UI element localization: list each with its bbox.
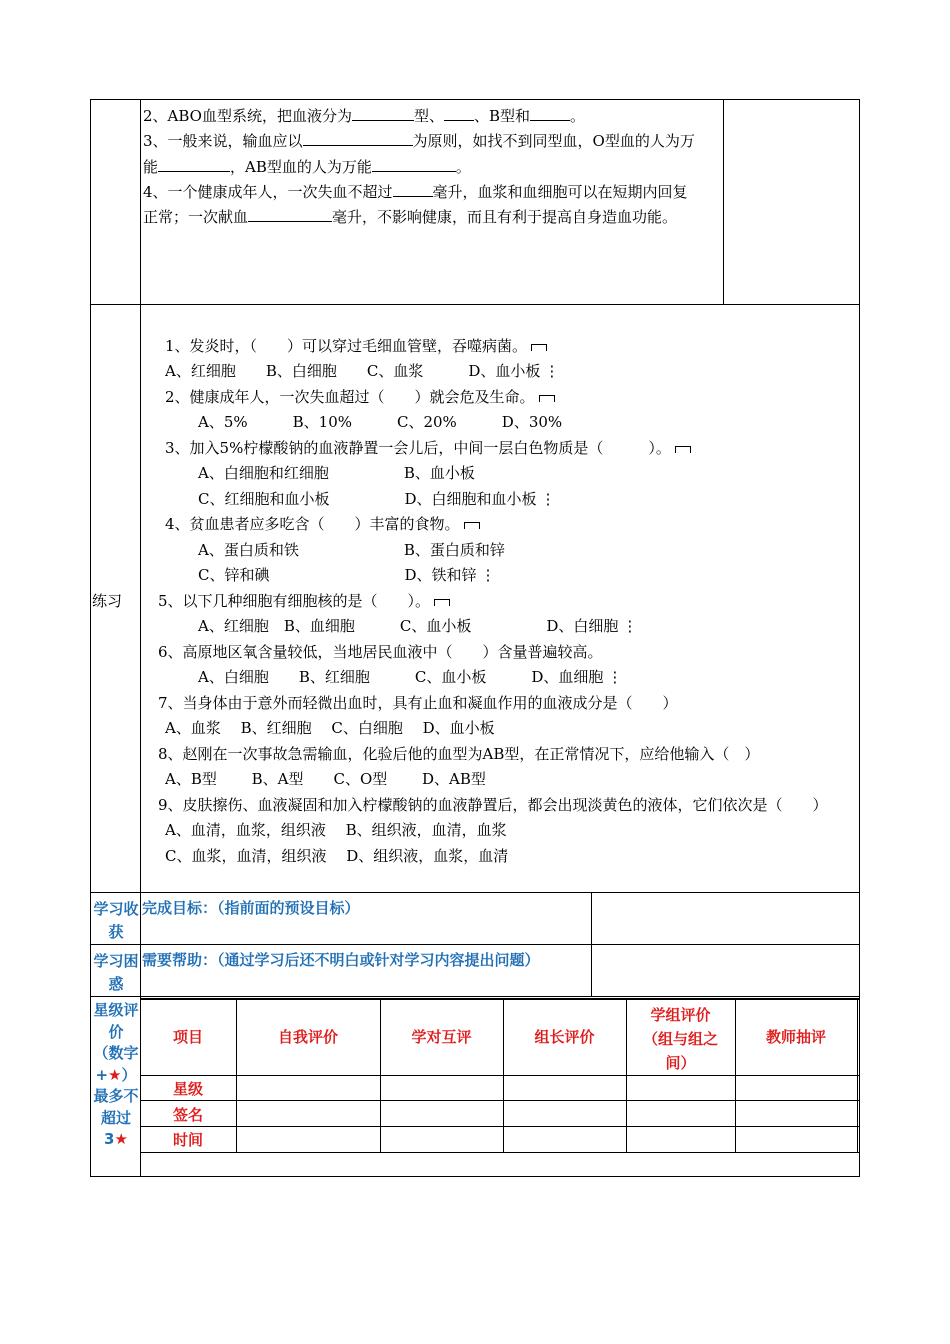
practice-line-text: A、5% B、10% C、20% D、30%	[198, 413, 563, 431]
paragraph-mark-icon	[539, 395, 555, 402]
practice-line-text: 8、赵刚在一次事故急需输血，化验后他的血型为AB型，在正常情况下，应给他输入（ ）	[158, 745, 760, 763]
question-2	[143, 106, 585, 126]
q3-text-a: 3、一般来说，输血应以	[143, 132, 303, 150]
confusion-text: 需要帮助：（通过学习后还不明白或针对学习内容提出问题）	[142, 951, 540, 969]
practice-line-text: A、蛋白质和铁 B、蛋白质和锌	[198, 541, 505, 559]
practice-question	[165, 336, 547, 356]
practice-line-text: 7、当身体由于意外而轻微出血时，具有止血和凝血作用的血液成分是（ ）	[158, 694, 678, 712]
rating-side-line: 星级评	[93, 1001, 139, 1019]
blank[interactable]	[158, 157, 230, 172]
paragraph-mark-icon	[464, 522, 480, 529]
practice-options	[198, 489, 556, 509]
practice-options	[198, 412, 562, 432]
practice-line-text: 1、发炎时，（ ）可以穿过毛细血管壁，吞噬病菌。	[165, 337, 528, 355]
q3-text-d: ，AB型血的人为万能	[230, 158, 372, 176]
rating-star-text: +★）	[95, 1065, 137, 1084]
question-3-line-1	[143, 131, 695, 151]
practice-options	[198, 540, 505, 560]
practice-options	[165, 769, 486, 789]
confusion-label-line-2: 惑	[108, 975, 124, 993]
practice-line-text: A、白细胞和红细胞 B、血小板	[198, 464, 475, 482]
practice-options	[165, 718, 495, 738]
header-group-line: 学组评价	[650, 1006, 711, 1024]
q4-text-b: 毫升，血浆和血细胞可以在短期内回复	[432, 183, 688, 201]
practice-line-text: A、红细胞 B、血细胞 C、血小板 D、白细胞	[198, 617, 619, 635]
practice-options	[198, 463, 475, 483]
paragraph-mark-icon	[434, 599, 450, 606]
question-4-line-1	[143, 182, 688, 202]
blank[interactable]	[248, 207, 332, 222]
blank[interactable]	[444, 106, 474, 121]
header-self: 自我评价	[277, 1028, 338, 1046]
rating-max-text: 3★	[104, 1130, 128, 1148]
practice-question	[158, 744, 759, 764]
practice-question	[165, 514, 480, 534]
practice-line-text: 4、贫血患者应多吃含（ ）丰富的食物。	[165, 515, 460, 533]
practice-question	[158, 642, 603, 662]
practice-line-text: A、白细胞 B、红细胞 C、血小板 D、血细胞	[198, 668, 604, 686]
practice-line-text: C、红细胞和血小板 D、白细胞和血小板	[198, 490, 537, 508]
header-item: 项目	[172, 1028, 203, 1046]
practice-options	[165, 361, 559, 381]
rating-side-line: 最多不	[93, 1087, 139, 1105]
practice-question	[158, 591, 450, 611]
row-label-time: 时间	[172, 1131, 203, 1149]
practice-line-text: C、血浆，血清，组织液 D、组织液，血浆，血清	[165, 847, 509, 865]
blank[interactable]	[372, 157, 456, 172]
rating-side-line	[90, 1129, 142, 1151]
header-group-line: （组与组之	[642, 1030, 718, 1048]
practice-line-text: 2、健康成年人，一次失血超过（ ）就会危及生命。	[165, 388, 535, 406]
blank[interactable]	[303, 131, 413, 146]
q2-text-c: 、B型和	[474, 107, 531, 125]
practice-line-text: C、锌和碘 D、铁和锌	[198, 566, 477, 584]
practice-options	[165, 846, 508, 866]
practice-options	[198, 667, 622, 687]
harvest-label-line-1: 学习收	[93, 900, 139, 918]
blank[interactable]	[530, 106, 570, 121]
rating-side-line	[90, 1065, 142, 1087]
practice-line-text: A、血清，血浆，组织液 B、组织液，血清，血浆	[165, 821, 507, 839]
header-group	[626, 1003, 735, 1075]
practice-line-text: 3、加入5%柠檬酸钠的血液静置一会儿后，中间一层白色物质是（ ）。	[165, 439, 671, 457]
practice-question	[165, 438, 691, 458]
harvest-label-line-2: 获	[108, 923, 124, 941]
practice-line-text: 9、皮肤擦伤、血液凝固和加入柠檬酸钠的血液静置后，都会出现淡黄色的液体，它们依次是（ ）	[158, 796, 828, 814]
q3-text-e: 。	[455, 158, 471, 176]
q2-text-d: 。	[570, 107, 586, 125]
paragraph-dots-icon: ⋮	[622, 617, 638, 635]
practice-options	[198, 565, 496, 585]
q4-text-d: 毫升，不影响健康，而且有利于提高自身造血功能。	[332, 208, 678, 226]
rating-side-line: 超过	[100, 1108, 131, 1127]
practice-line-text: A、血浆 B、红细胞 C、白细胞 D、血小板	[165, 719, 495, 737]
q4-text-c: 正常；一次献血	[143, 208, 249, 226]
q3-text-c: 能	[143, 158, 159, 176]
blank[interactable]	[393, 182, 433, 197]
paragraph-dots-icon: ⋮	[607, 668, 623, 686]
practice-line-text: 5、以下几种细胞有细胞核的是（ ）。	[158, 592, 431, 610]
header-leader: 组长评价	[534, 1028, 595, 1046]
confusion-label	[90, 950, 142, 996]
question-3-line-2	[143, 157, 471, 177]
blank[interactable]	[352, 106, 414, 121]
header-peer: 学对互评	[411, 1028, 472, 1046]
paragraph-mark-icon	[531, 344, 547, 351]
row-label-stars: 星级	[172, 1080, 203, 1098]
practice-question	[158, 693, 678, 713]
harvest-text: 完成目标：（指前面的预设目标）	[142, 899, 360, 917]
practice-question	[158, 795, 828, 815]
q2-text-a: 2、ABO血型系统，把血液分为	[143, 107, 352, 125]
harvest-label	[90, 898, 142, 944]
q4-text-a: 4、一个健康成年人，一次失血不超过	[143, 183, 393, 201]
header-group-line: 间）	[665, 1054, 696, 1072]
paragraph-mark-icon	[675, 446, 691, 453]
rating-side-line: 价	[108, 1022, 124, 1041]
practice-options	[198, 616, 637, 636]
paragraph-dots-icon: ⋮	[480, 566, 496, 584]
q3-text-b: 为原则，如找不到同型血，O型血的人为万	[412, 132, 695, 150]
paragraph-dots-icon: ⋮	[544, 362, 560, 380]
q2-text-b: 型、	[413, 107, 444, 125]
rating-side-line: （数字	[93, 1044, 139, 1062]
confusion-label-line-1: 学习困	[93, 952, 139, 970]
header-teacher: 教师抽评	[765, 1028, 826, 1046]
rating-side-label	[90, 1000, 142, 1151]
practice-line-text: 6、高原地区氧含量较低，当地居民血液中（ ）含量普遍较高。	[158, 643, 603, 661]
paragraph-dots-icon: ⋮	[540, 490, 556, 508]
question-4-line-2	[143, 207, 677, 227]
practice-line-text: A、B型 B、A型 C、O型 D、AB型	[165, 770, 486, 788]
practice-question	[165, 387, 555, 407]
practice-line-text: A、红细胞 B、白细胞 C、血浆 D、血小板	[165, 362, 541, 380]
practice-options	[165, 820, 507, 840]
row-label-signature: 签名	[172, 1106, 203, 1124]
practice-label: 练习	[92, 592, 123, 610]
